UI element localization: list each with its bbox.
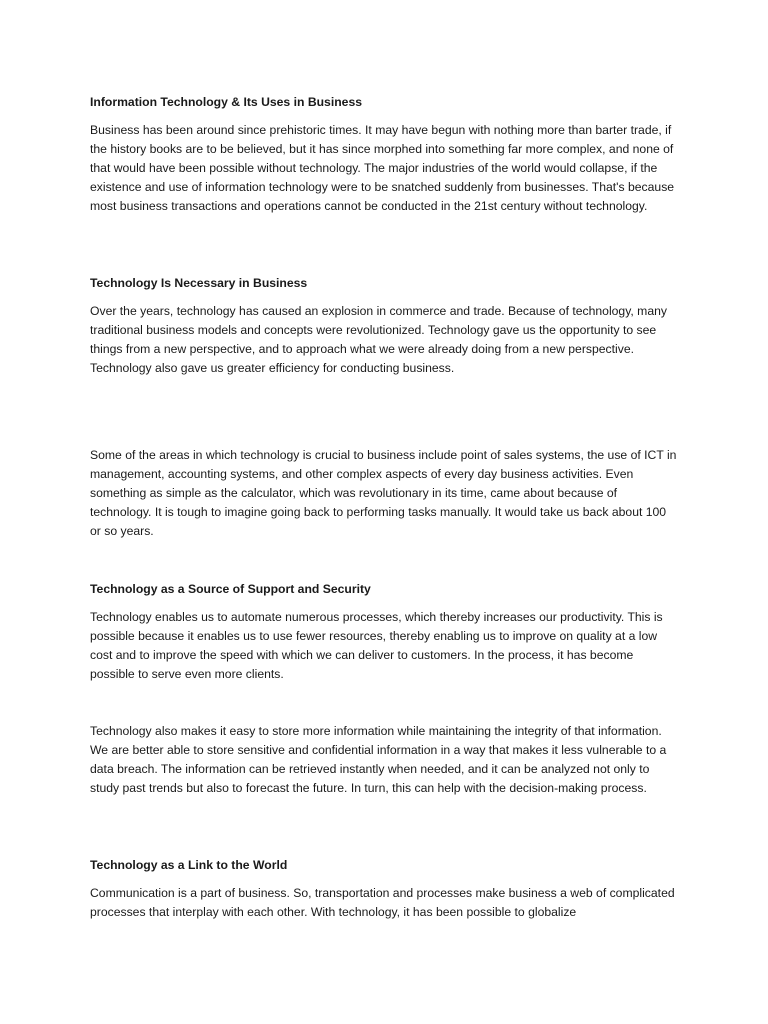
section-support-paragraph-2: Technology also makes it easy to store more information while maintaining the integrity of that information. We are better able to store sensitive and confidential information in a way that makes it less vulnerable to a data breach. The information can be retrieved instantly when needed, and it can be analyzed not only to study past trends but also to forecast the future. In turn, this can help with the decision-making process. (90, 724, 667, 795)
section-link-paragraph-1: Communication is a part of business. So, transportation and processes make business a web of complicated processes that interplay with each other. With technology, it has been possible to globalize (90, 886, 675, 919)
document-title: Information Technology & Its Uses in Business (90, 95, 363, 109)
section-necessary-paragraph-1: Over the years, technology has caused an explosion in commerce and trade. Because of technology, many traditional business models and concepts were revolutionized. Technology gave us the opportunity to see things from a new perspective, and to approach what we were already doing from a new perspective. Technology also gave us greater efficiency for conducting business. (90, 304, 667, 375)
section-necessary-paragraph-2: Some of the areas in which technology is crucial to business include point of sales systems, the use of ICT in management, accounting systems, and other complex aspects of every day business activities. Even something as simple as the calculator, which was revolutionary in its time, came about because of technology. It is tough to imagine going back to performing tasks manually. It would take us back about 100 or so years. (90, 448, 677, 538)
section-heading-support-security: Technology as a Source of Support and Security (90, 582, 371, 596)
section-heading-necessary: Technology Is Necessary in Business (90, 276, 308, 290)
intro-paragraph: Business has been around since prehistoric times. It may have begun with nothing more than barter trade, if the history books are to be believed, but it has since morphed into something far more complex, and none of that would have been possible without technology. The major industries of the world would collapse, if the existence and use of information technology were to be snatched suddenly from businesses. That's because most business transactions and operations cannot be conducted in the 21st century without technology. (90, 123, 675, 213)
section-heading-link-world: Technology as a Link to the World (90, 858, 288, 872)
section-support-paragraph-1: Technology enables us to automate numerous processes, which thereby increases our productivity. This is possible because it enables us to use fewer resources, thereby enabling us to improve on quality at a low cost and to improve the speed with which we can deliver to customers. In the process, it has become possible to serve even more clients. (90, 610, 663, 681)
